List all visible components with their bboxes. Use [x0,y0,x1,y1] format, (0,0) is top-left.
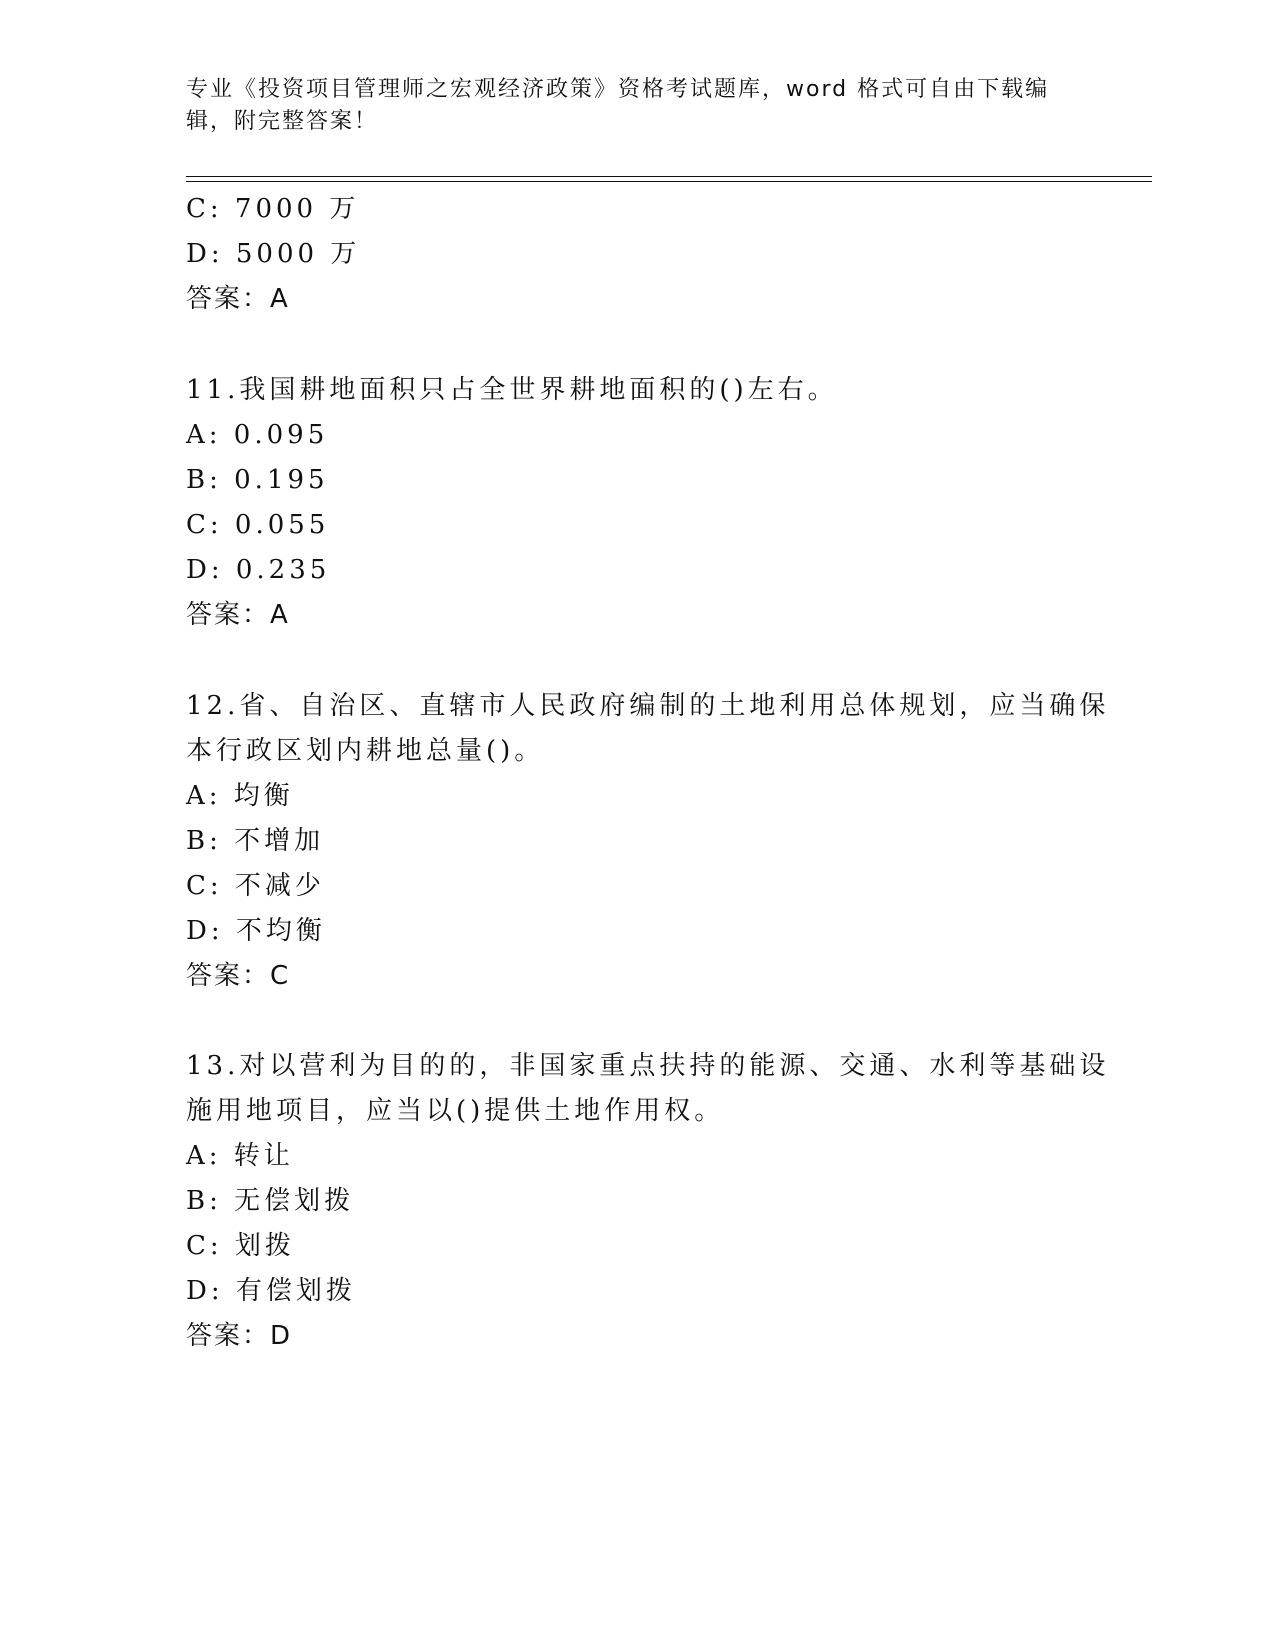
answer-line: 答案：A [186,600,290,630]
document-header [186,74,1066,138]
option-d: D: 0.235 [186,555,331,585]
option-d: D: 5000 万 [186,239,361,269]
question-text-line-2: 本行政区划内耕地总量()。 [186,736,545,766]
option-b: B: 0.195 [186,465,329,495]
question-text-line-1: 12.省、自治区、直辖市人民政府编制的土地利用总体规划，应当确保 [186,691,1110,721]
header-rule-top [186,176,1152,177]
option-d: D: 有偿划拨 [186,1276,356,1306]
question-text: 11.我国耕地面积只占全世界耕地面积的()左右。 [186,375,838,405]
header-rule-bottom [186,181,1152,182]
option-d: D: 不均衡 [186,916,326,946]
option-a: A: 均衡 [186,781,294,811]
option-b: B: 不增加 [186,826,325,856]
question-text-line-1: 13.对以营利为目的的，非国家重点扶持的能源、交通、水利等基础设 [186,1051,1110,1081]
option-c: C: 0.055 [186,510,330,540]
answer-line: 答案：D [186,1321,293,1351]
answer-line: 答案：A [186,284,290,314]
option-c: C: 不减少 [186,871,325,901]
option-c: C: 划拨 [186,1231,295,1261]
option-b: B: 无偿划拨 [186,1186,355,1216]
answer-line: 答案：C [186,961,291,991]
header-line-1: 专业《投资项目管理师之宏观经济政策》资格考试题库，word 格式可自由下载编 [186,77,1050,102]
option-c: C: 7000 万 [186,194,360,224]
option-a: A: 转让 [186,1141,294,1171]
option-a: A: 0.095 [186,420,329,450]
header-line-2: 辑，附完整答案！ [186,109,379,134]
question-text-line-2: 施用地项目，应当以()提供土地作用权。 [186,1096,725,1126]
